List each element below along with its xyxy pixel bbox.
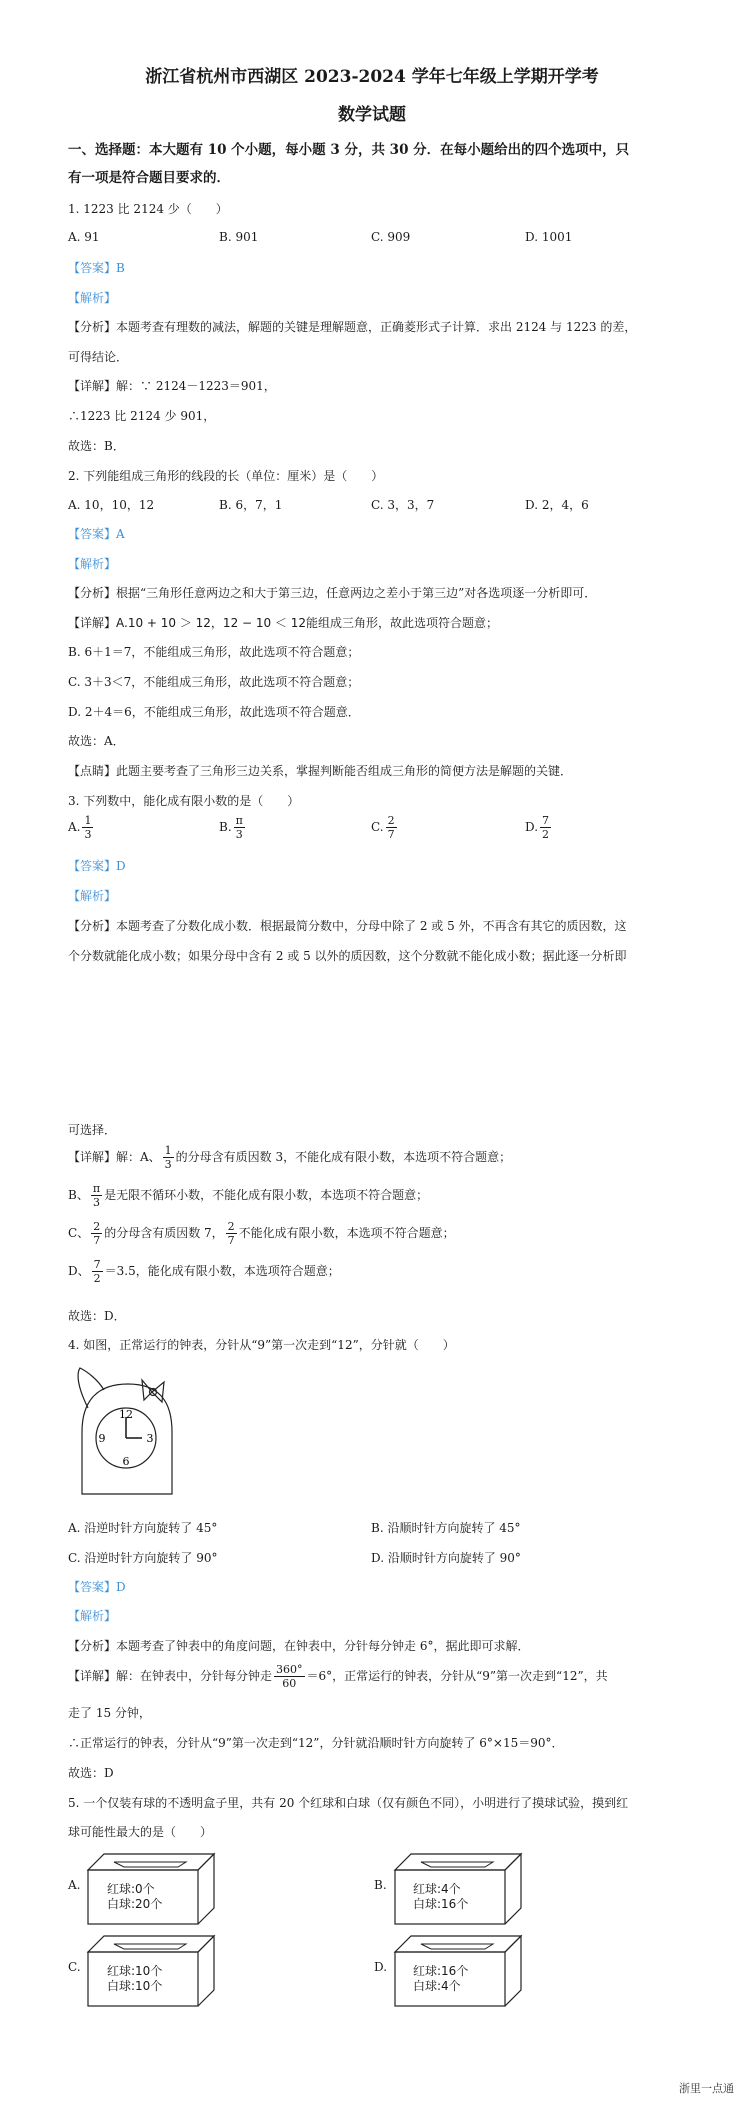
clock-number-9: 9	[98, 1432, 106, 1445]
q3-answer: 【答案】D	[68, 859, 126, 873]
q5-box-d-text: 红球:16个 白球:4个	[413, 1964, 469, 1993]
q5-box-c-text: 红球:10个 白球:10个	[107, 1964, 163, 1993]
q3-option-a: A. $\frac{1}{3}$	[68, 814, 92, 841]
q3-option-c: C. $\frac{2}{7}$	[371, 814, 395, 841]
q4-choose: 故选：D	[68, 1766, 114, 1780]
q4-stem: 4. 如图，正常运行的钟表，分针从“9”第一次走到“12”，分针就（ ）	[68, 1338, 455, 1352]
q4-fenxi: 【分析】本题考查了钟表中的角度问题，在钟表中，分针每分钟走 6°，据此即可求解．	[68, 1639, 530, 1653]
q2-detail-d: D. 2＋4＝6，不能组成三角形，故此选项不符合题意．	[68, 705, 360, 719]
q1-option-b: B. 901	[219, 230, 259, 244]
clock-number-3: 3	[146, 1432, 154, 1445]
q1-fenxi-line1: 【分析】本题考查有理数的减法，解题的关键是理解题意，正确菱形式子计算．求出 2124 与 1223 的差，	[68, 320, 637, 334]
section-heading-line2: 有一项是符合题目要求的．	[68, 170, 230, 186]
q2-detail-b: B. 6＋1＝7，不能组成三角形，故此选项不符合题意；	[68, 645, 360, 659]
q3-option-d: D. $\frac{7}{2}$	[525, 814, 550, 841]
q4-detail-line1: 【详解】解：在钟表中，分针每分钟走 $\frac{360^\circ}{60}$ ＝6°，正常运行的钟表，分针从“9”第一次走到“12”，共	[68, 1663, 608, 1690]
q4-option-b: B. 沿顺时针方向旋转了 45°	[371, 1521, 521, 1535]
footer-watermark: 浙里一点通	[679, 2082, 734, 2095]
q5-option-a-label: A.	[68, 1878, 81, 1892]
alarm-clock-figure	[68, 1362, 186, 1502]
q1-analysis: 【解析】	[68, 291, 117, 305]
q2-option-a: A. 10，10，12	[68, 498, 155, 512]
q1-option-a: A. 91	[68, 230, 100, 244]
q2-option-b: B. 6，7，1	[219, 498, 283, 512]
q4-option-d: D. 沿顺时针方向旋转了 90°	[371, 1551, 521, 1565]
q2-analysis: 【解析】	[68, 557, 117, 571]
q5-stem-line1: 5. 一个仅装有球的不透明盒子里，共有 20 个红球和白球（仅有颜色不同），小明进行了摸球试验，摸到红	[68, 1796, 629, 1810]
q5-option-c-label: C.	[68, 1960, 81, 1974]
q1-stem: 1. 1223 比 2124 少（ ）	[68, 202, 228, 216]
q3-choose: 故选：D．	[68, 1309, 126, 1323]
q2-detail-c: C. 3＋3＜7，不能组成三角形，故此选项不符合题意；	[68, 675, 360, 689]
page-title: 浙江省杭州市西湖区 2023-2024 学年七年级上学期开学考	[145, 67, 599, 87]
q3-stem: 3. 下列数中，能化成有限小数的是（ ）	[68, 794, 300, 808]
q3-fenxi-line2: 个分数就能化成小数；如果分母中含有 2 或 5 以外的质因数，这个分数就不能化成小数；据此逐一分析即	[68, 949, 627, 963]
q1-option-d: D. 1001	[525, 230, 573, 244]
q1-detail-line2: ∴1223 比 2124 少 901，	[68, 409, 216, 423]
q1-answer: 【答案】B	[68, 261, 125, 275]
clock-number-12: 12	[119, 1408, 133, 1421]
q4-detail-line2: 走了 15 分钟，	[68, 1706, 151, 1720]
q1-choose: 故选：B．	[68, 439, 125, 453]
q5-option-d-label: D.	[374, 1960, 388, 1974]
q2-detail-a: 【详解】A.10 + 10 ＞ 12，12 − 10 ＜ 12能组成三角形，故此选项符合题意；	[68, 616, 499, 630]
q1-detail-line1: 【详解】解：∵ 2124－1223＝901，	[68, 379, 276, 393]
q4-analysis: 【解析】	[68, 1609, 117, 1623]
q2-option-c: C. 3，3，7	[371, 498, 435, 512]
q3-detail-c: C、 $\frac{2}{7}$ 的分母含有质因数 7， $\frac{2}{7}$ 不能化成有限小数，本选项不符合题意；	[68, 1220, 455, 1247]
q3-detail-b: B、 $\frac{\pi}{3}$ 是无限不循环小数，不能化成有限小数，本选项不符合题意；	[68, 1182, 429, 1209]
q3-fenxi-line3: 可选择．	[68, 1123, 117, 1137]
q1-option-c: C. 909	[371, 230, 411, 244]
clock-number-6: 6	[122, 1455, 130, 1468]
q2-choose: 故选：A．	[68, 734, 125, 748]
q4-answer: 【答案】D	[68, 1580, 126, 1594]
q2-option-d: D. 2，4，6	[525, 498, 589, 512]
q4-option-a: A. 沿逆时针方向旋转了 45°	[68, 1521, 218, 1535]
q5-option-b-label: B.	[374, 1878, 387, 1892]
q5-stem-line2: 球可能性最大的是（ ）	[68, 1825, 213, 1839]
q3-option-b: B. $\frac{\pi}{3}$	[219, 814, 243, 841]
q2-answer: 【答案】A	[68, 527, 125, 541]
q3-fenxi-line1: 【分析】本题考查了分数化成小数．根据最简分数中，分母中除了 2 或 5 外，不再含有其它的质因数，这	[68, 919, 627, 933]
q2-fenxi: 【分析】根据“三角形任意两边之和大于第三边，任意两边之差小于第三边”对各选项逐一分析即可．	[68, 586, 597, 600]
q2-stem: 2. 下列能组成三角形的线段的长（单位：厘米）是（ ）	[68, 469, 384, 483]
section-heading-line1: 一、选择题：本大题有 10 个小题，每小题 3 分，共 30 分．在每小题给出的四个选项中，只	[68, 142, 630, 158]
q3-detail-a: 【详解】解：A、 $\frac{1}{3}$ 的分母含有质因数 3，不能化成有限小数，本选项不符合题意；	[68, 1144, 512, 1171]
q4-option-c: C. 沿逆时针方向旋转了 90°	[68, 1551, 218, 1565]
q2-dianjing: 【点睛】此题主要考查了三角形三边关系，掌握判断能否组成三角形的简便方法是解题的关键．	[68, 764, 573, 778]
q5-box-b-text: 红球:4个 白球:16个	[413, 1882, 469, 1911]
q3-detail-d: D、 $\frac{7}{2}$ ＝3.5，能化成有限小数，本选项符合题意；	[68, 1258, 340, 1285]
q1-fenxi-line2: 可得结论．	[68, 350, 129, 364]
q3-analysis: 【解析】	[68, 889, 117, 903]
page-subtitle: 数学试题	[338, 105, 406, 125]
q4-detail-line3: ∴正常运行的钟表，分针从“9”第一次走到“12”，分针就沿顺时针方向旋转了 6°×15＝90°．	[68, 1736, 564, 1750]
q5-box-a-text: 红球:0个 白球:20个	[107, 1882, 163, 1911]
